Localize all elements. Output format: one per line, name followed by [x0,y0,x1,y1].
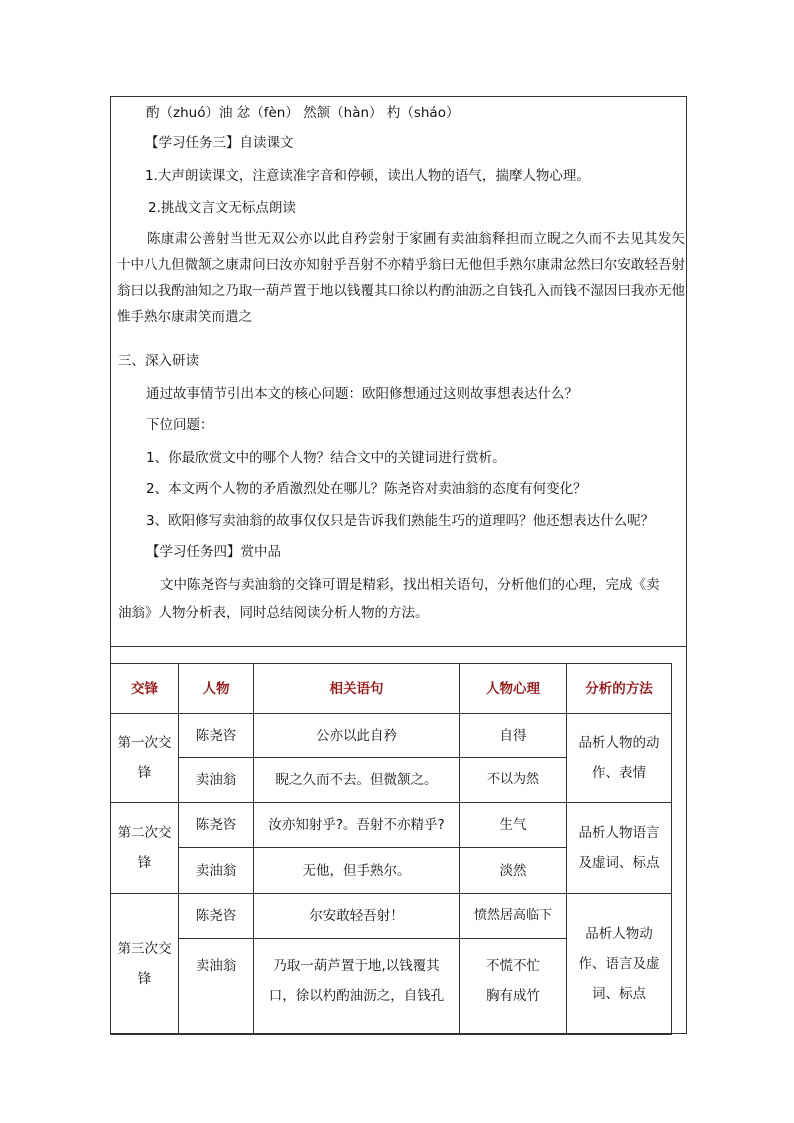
method-cell [567,714,672,803]
question-3: 3、欧阳修写卖油翁的故事仅仅只是告诉我们熟能生巧的道理吗？他还想表达什么呢？ [146,513,655,529]
psychology-text: 不慌不忙 [486,958,540,974]
psychology-cell: 自得 [460,714,567,758]
method-cell [567,803,672,894]
psychology-cell: 淡然 [460,848,567,894]
header-sentence: 相关语句 [254,664,460,714]
person-cell: 卖油翁 [179,758,254,803]
table-row [111,714,672,758]
person-cell: 卖油翁 [179,848,254,894]
psychology-cell: 不以为然 [460,758,567,803]
method-text: 及虚词、标点 [578,855,660,871]
round-cell [111,714,179,803]
round-label: 锋 [137,765,152,781]
psychology-text: 胸有成竹 [486,988,540,1004]
unpunctuated-passage: 陈康肃公善射当世无双公亦以此自矜尝射于家圃有卖油翁释担而立睨之久而不去见其发矢十中八九但微颔之康肃问曰汝亦知射乎吾射不亦精乎翁曰无他但手熟尔康肃忿然曰尔安敢轻吾射翁曰以我酌油知之乃取一葫芦置于地以钱覆其口徐以杓酌油沥之自钱孔入而钱不湿因曰我亦无他惟手熟尔康肃笑而遣之 [117,231,685,325]
section-divider [111,646,686,647]
question-2: 2、本文两个人物的矛盾激烈处在哪儿？陈尧咨对卖油翁的态度有何变化？ [146,481,587,497]
method-text: 品析人物语言 [578,825,660,841]
sentence-text: 口，徐以杓酌油沥之，自钱孔 [268,988,445,1004]
method-text: 作、表情 [592,765,646,781]
person-cell: 陈尧咨 [179,714,254,758]
header-psychology: 人物心理 [460,664,567,714]
core-question: 通过故事情节引出本文的核心问题：欧阳修想通过这则故事想表达什么？ [146,386,578,402]
psychology-cell [460,939,567,1035]
round-label: 锋 [137,855,152,871]
task3-step1: 1.大声朗读课文，注意读准字音和停顿，读出人物的语气，揣摩人物心理。 [145,168,590,184]
person-cell: 陈尧咨 [179,894,254,939]
person-cell: 卖油翁 [179,939,254,1035]
psychology-cell: 愤然居高临下 [460,894,567,939]
round-label: 第二次交 [117,825,172,841]
pinyin-annotations: 酌（zhuó）油 忿（fèn） 然颔（hàn） 杓（sháo） [146,105,460,121]
sentence-cell: 无他，但手熟尔。 [254,848,460,894]
round-cell [111,803,179,894]
sentence-text: 乃取一葫芦置于地,以钱覆其 [273,958,440,974]
table-row [111,894,672,939]
person-cell: 陈尧咨 [179,803,254,848]
task4-heading: 【学习任务四】赏中品 [146,544,281,560]
psychology-cell: 生气 [460,803,567,848]
task3-step2: 2.挑战文言文无标点朗读 [148,200,296,216]
task3-heading: 【学习任务三】自读课文 [145,135,294,151]
table-header-row [111,664,672,714]
header-method: 分析的方法 [567,664,672,714]
sentence-cell: 睨之久而不去。但微颔之。 [254,758,460,803]
round-label: 第三次交 [117,941,172,957]
method-text: 作、语言及虚 [578,956,660,972]
header-person: 人物 [179,664,254,714]
round-label: 第一次交 [117,735,172,751]
header-round: 交锋 [111,664,179,714]
method-text: 品析人物的动 [578,735,660,751]
round-label: 锋 [137,971,152,987]
round-cell [111,894,179,1035]
method-text: 词、标点 [592,986,646,1002]
question-1: 1、你最欣赏文中的哪个人物？结合文中的关键词进行赏析。 [146,450,506,466]
method-text: 品析人物动 [585,926,653,942]
task4-intro-line2: 油翁》人物分析表，同时总结阅读分析人物的方法。 [118,605,429,621]
method-cell [567,894,672,1035]
table-row [111,803,672,848]
character-analysis-table [110,663,672,1035]
sentence-cell: 汝亦知射乎?。吾射不亦精乎? [254,803,460,848]
sub-questions-heading: 下位问题： [146,417,214,433]
sentence-cell: 公亦以此自矜 [254,714,460,758]
sentence-cell: 尔安敢轻吾射！ [254,894,460,939]
section3-heading: 三、深入研读 [118,353,199,369]
sentence-cell [254,939,460,1035]
task4-intro-line1: 文中陈尧咨与卖油翁的交锋可谓是精彩，找出相关语句，分析他们的心理，完成《卖 [160,577,660,593]
